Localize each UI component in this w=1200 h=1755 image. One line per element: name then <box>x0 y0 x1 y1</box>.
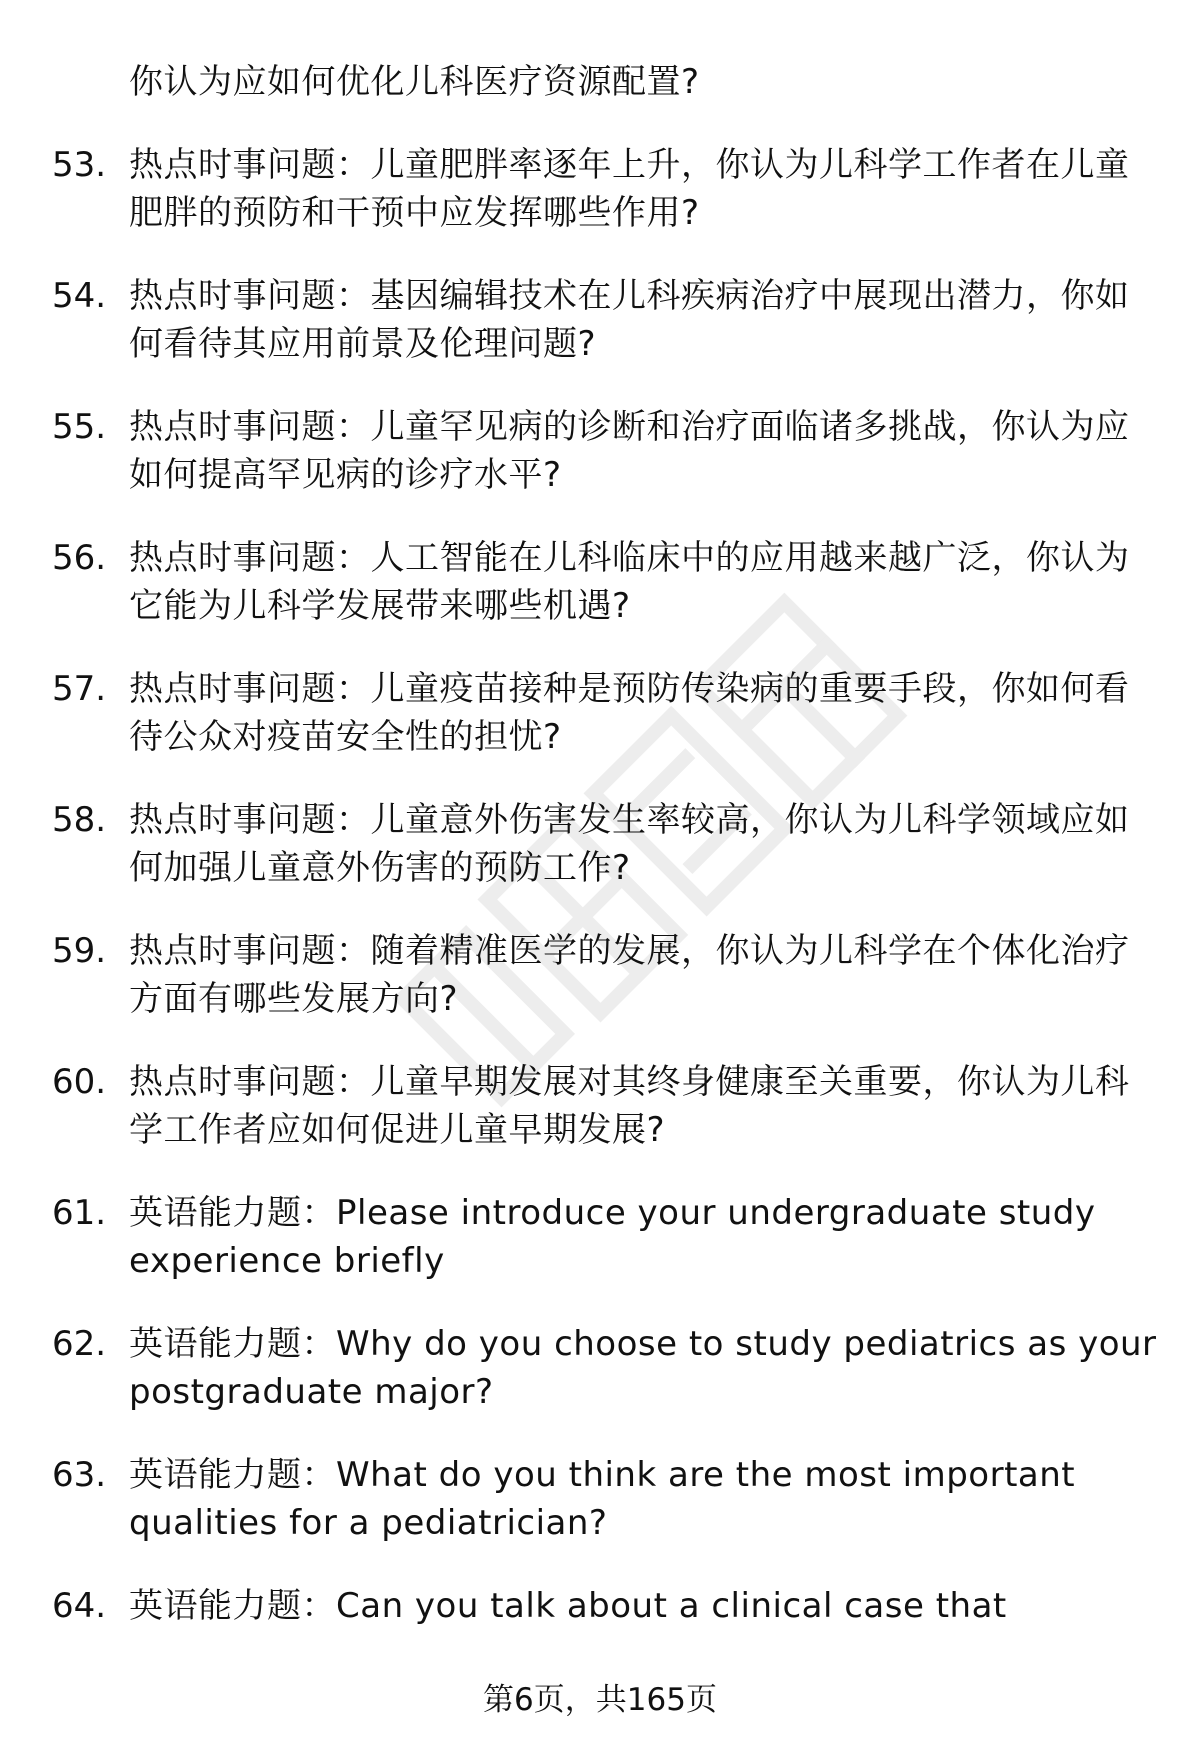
question-text: 热点时事问题：儿童罕见病的诊断和治疗面临诸多挑战，你认为应如何提高罕见病的诊疗水平? <box>129 407 1130 495</box>
question-number: 59. <box>52 931 107 971</box>
question-text: 热点时事问题：基因编辑技术在儿科疾病治疗中展现出潜力，你如何看待其应用前景及伦理问题? <box>129 276 1130 364</box>
question-item <box>52 1320 1162 1416</box>
question-text: 英语能力题：Why do you choose to study pediatrics as your postgraduate major? <box>129 1324 1157 1412</box>
question-item <box>52 927 1162 1023</box>
question-text: 热点时事问题：儿童早期发展对其终身健康至关重要，你认为儿科学工作者应如何促进儿童早期发展? <box>129 1062 1130 1150</box>
question-number: 57. <box>52 669 107 709</box>
question-text: 热点时事问题：随着精准医学的发展，你认为儿科学在个体化治疗方面有哪些发展方向? <box>129 931 1130 1019</box>
question-text: 英语能力题：What do you think are the most important qualities for a pediatrician? <box>129 1455 1076 1543</box>
question-item <box>52 1058 1162 1154</box>
question-number: 55. <box>52 407 107 447</box>
question-number: 61. <box>52 1193 107 1233</box>
question-number: 53. <box>52 145 107 185</box>
question-number: 60. <box>52 1062 107 1102</box>
question-text: 热点时事问题：儿童肥胖率逐年上升，你认为儿科学工作者在儿童肥胖的预防和干预中应发挥哪些作用? <box>129 145 1130 233</box>
question-number: 64. <box>52 1586 107 1626</box>
question-number: 54. <box>52 276 107 316</box>
question-text: 热点时事问题：人工智能在儿科临床中的应用越来越广泛，你认为它能为儿科学发展带来哪些机遇? <box>129 538 1130 626</box>
question-text: 热点时事问题：儿童意外伤害发生率较高，你认为儿科学领域应如何加强儿童意外伤害的预防工作? <box>129 800 1130 888</box>
question-list <box>52 58 1162 1665</box>
question-number: 56. <box>52 538 107 578</box>
question-item <box>52 665 1162 761</box>
question-item <box>52 403 1162 499</box>
question-number: 63. <box>52 1455 107 1495</box>
question-text: 英语能力题：Please introduce your undergraduate study experience briefly <box>129 1193 1096 1281</box>
question-item <box>52 796 1162 892</box>
question-text: 英语能力题：Can you talk about a clinical case that <box>129 1586 1007 1626</box>
question-text: 热点时事问题：儿童疫苗接种是预防传染病的重要手段，你如何看待公众对疫苗安全性的担忧? <box>129 669 1130 757</box>
question-number: 62. <box>52 1324 107 1364</box>
question-item <box>52 1189 1162 1285</box>
question-item <box>52 1451 1162 1547</box>
question-item <box>52 141 1162 237</box>
question-item <box>52 534 1162 630</box>
question-item <box>52 1582 1162 1630</box>
continuation-text: 你认为应如何优化儿科医疗资源配置? <box>129 62 700 102</box>
question-item <box>52 272 1162 368</box>
page-footer: 第6页，共165页 <box>483 1682 717 1718</box>
question-number: 58. <box>52 800 107 840</box>
